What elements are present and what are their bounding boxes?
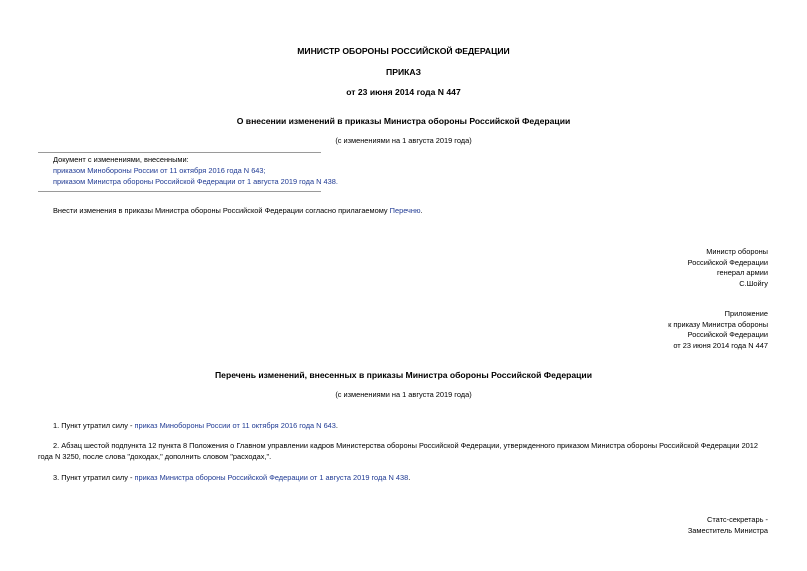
appendix-reference <box>668 309 768 351</box>
signature-line: Российской Федерации <box>687 257 768 267</box>
date-number: от 23 июня 2014 года N 447 <box>346 87 461 97</box>
list-link[interactable]: Перечню <box>389 206 421 215</box>
body-text: Внести изменения в приказы Министра обороны Российской Федерации согласно прилагаемому <box>53 206 390 215</box>
change-link-1[interactable]: приказом Минобороны России от 11 октября 2016 года N 643; <box>53 166 266 175</box>
appendix-ref-line: от 23 июня 2014 года N 447 <box>673 340 768 350</box>
ministry-heading: МИНИСТР ОБОРОНЫ РОССИЙСКОЙ ФЕДЕРАЦИИ <box>297 46 510 56</box>
box-top-rule <box>38 152 321 153</box>
appendix-edition-note: (с изменениями на 1 августа 2019 года) <box>335 390 472 399</box>
signature-line: С.Шойгу <box>739 278 768 288</box>
appendix-title: Перечень изменений, внесенных в приказы Министра обороны Российской Федерации <box>215 370 592 380</box>
edition-note: (с изменениями на 1 августа 2019 года) <box>335 136 472 145</box>
item-1-text: 1. Пункт утратил силу - <box>53 421 135 430</box>
appendix-ref-line: к приказу Министра обороны <box>668 319 768 329</box>
appendix-ref-line: Российской Федерации <box>687 330 768 339</box>
document-title: О внесении изменений в приказы Министра обороны Российской Федерации <box>236 116 571 126</box>
item-3-link[interactable]: приказ Министра обороны Российской Федерации от 1 августа 2019 года N 438 <box>134 473 409 482</box>
appendix-item-3 <box>53 473 410 482</box>
appendix-ref-line: Приложение <box>724 309 768 318</box>
appendix-item-2: 2. Абзац шестой подпункта 12 пункта 8 Положения о Главном управлении кадров Министерства обороны Российской Федерации, утвержденного приказом Министра обороны Российской Федерации 2012 года N 3250, после слова "доходах," дополнить словом "расходах,". <box>38 441 759 461</box>
body-paragraph <box>53 206 423 215</box>
item-1-link[interactable]: приказ Минобороны России от 11 октября 2016 года N 643 <box>134 421 336 430</box>
changes-heading: Документ с изменениями, внесенными: <box>53 155 189 164</box>
signature-block <box>688 247 768 289</box>
signature-line: Министр обороны <box>706 247 768 256</box>
item-3-text: 3. Пункт утратил силу - <box>53 473 135 482</box>
footer-signature <box>688 515 768 536</box>
signature-line: генерал армии <box>717 268 768 277</box>
footer-signature-line: Заместитель Министра <box>687 525 768 535</box>
footer-signature-line: Статс-секретарь - <box>707 515 768 524</box>
body-text-end: . <box>420 206 423 215</box>
change-link-2[interactable]: приказом Министра обороны Российской Федерации от 1 августа 2019 года N 438. <box>53 177 338 186</box>
item-3-end: . <box>408 473 411 482</box>
box-bottom-rule <box>38 191 321 192</box>
doc-type: ПРИКАЗ <box>386 67 421 77</box>
appendix-item-1 <box>53 421 338 430</box>
item-1-end: . <box>335 421 338 430</box>
